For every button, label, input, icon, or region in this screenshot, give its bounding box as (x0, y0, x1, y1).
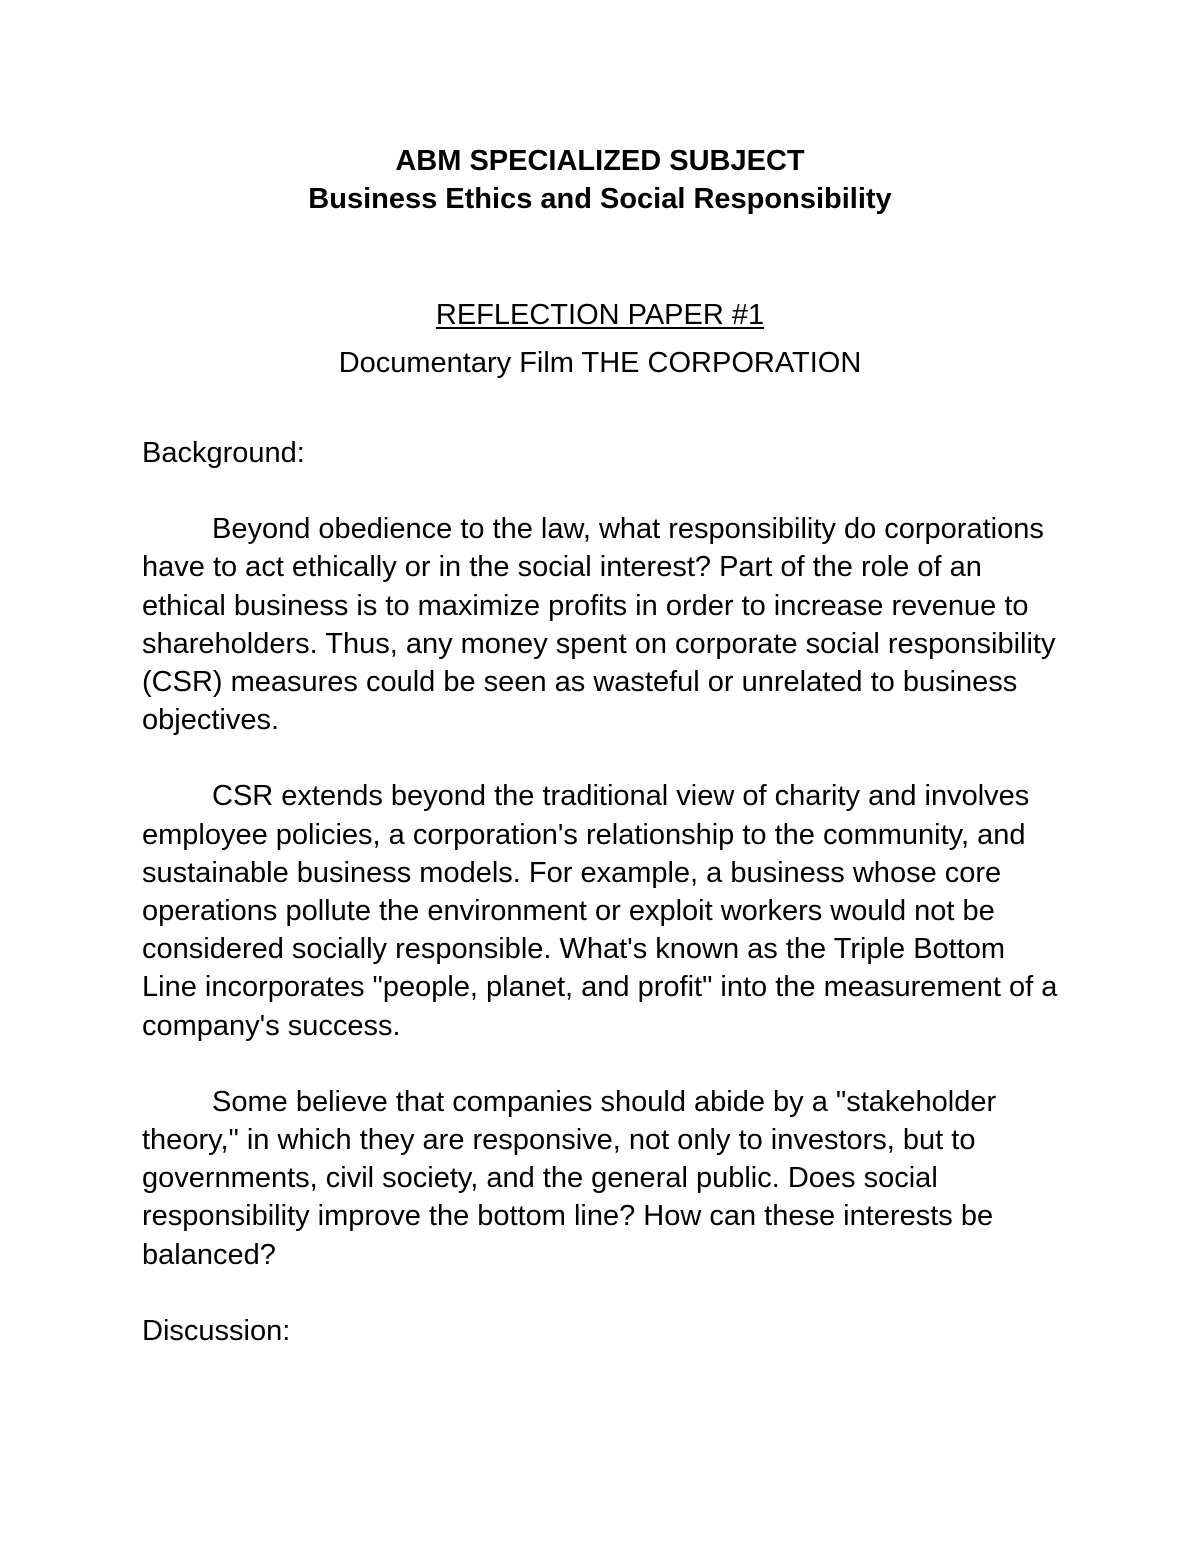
spacer (142, 739, 1062, 777)
document-body (142, 434, 1062, 1350)
spacer (142, 1045, 1062, 1083)
course-type: ABM SPECIALIZED SUBJECT (395, 145, 805, 177)
background-label: Background: (142, 437, 305, 469)
background-paragraph-3: Some believe that companies should abide by a "stakeholder theory," in which they are responsive, not only to investors, but to governments, civil society, and the general public. Does social responsibility improve the bottom line? How can these interests be balanced? (142, 1085, 997, 1271)
spacer (142, 1274, 1062, 1312)
document-header (0, 142, 1200, 218)
course-title: Business Ethics and Social Responsibility (308, 183, 892, 215)
background-paragraph-1: Beyond obedience to the law, what responsibility do corporations have to act ethically or in the social interest? Part of the role of an ethical business is to maximize profits in order to increase revenue to shareholders. Thus, any money spent on corporate social responsibility (CSR) measures could be seen as wasteful or unrelated to business objectives. (142, 513, 1056, 737)
background-paragraph-2: CSR extends beyond the traditional view of charity and involves employee policies, a corporation's relationship to the community, and sustainable business models. For example, a business whose core operations pollute the environment or exploit workers would not be considered socially responsible. What's known as the Triple Bottom Line incorporates "people, planet, and profit" into the measurement of a company's success. (142, 780, 1058, 1042)
discussion-label: Discussion: (142, 1314, 291, 1347)
paper-heading (0, 296, 1200, 382)
paper-subtitle: Documentary Film THE CORPORATION (338, 347, 862, 379)
paper-title: REFLECTION PAPER #1 (435, 299, 765, 331)
spacer (142, 472, 1062, 510)
